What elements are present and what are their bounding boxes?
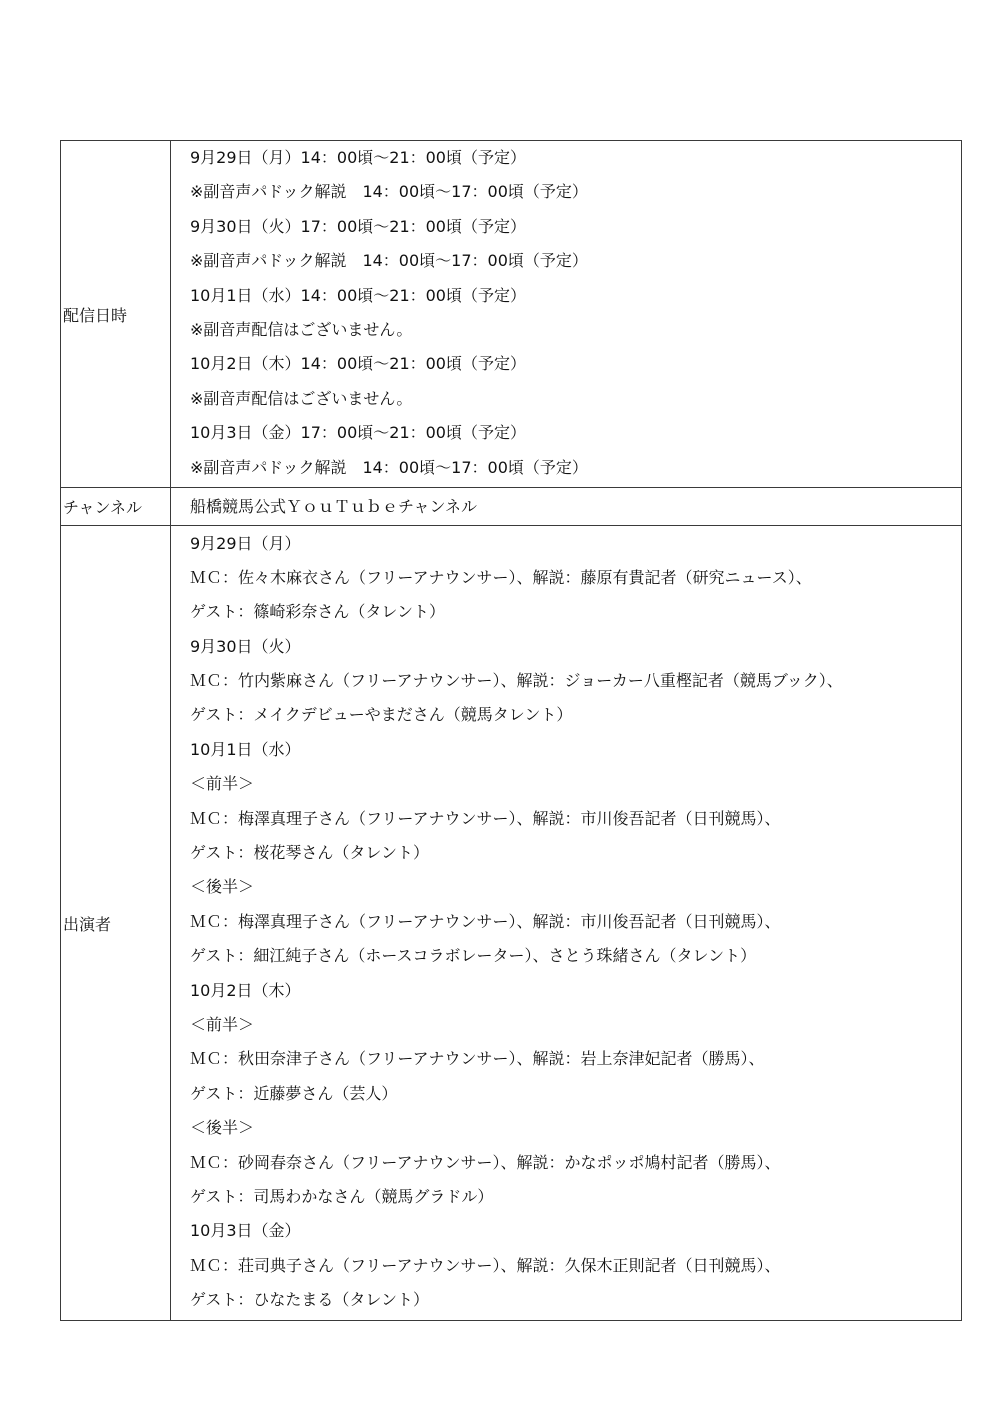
schedule-line: ※副音声配信はございません。 (190, 388, 413, 408)
cast-line: 10月1日（水） (190, 739, 301, 759)
cast-line: ゲスト：篠崎彩奈さん（タレント） (190, 602, 445, 622)
schedule-lines (190, 141, 961, 487)
schedule-line: ※副音声パドック解説 14：00頃～17：00頃（予定） (190, 251, 588, 271)
cast-line: ＜後半＞ (190, 1118, 255, 1138)
cast-line: ＭＣ：砂岡春奈さん（フリーアナウンサー）、解説：かなポッポ鳩村記者（勝馬）、 (190, 1152, 781, 1172)
cast-line: ゲスト：メイクデビューやまださん（競馬タレント） (190, 705, 573, 725)
info-table (60, 140, 962, 1321)
cast-line: ＜前半＞ (190, 1014, 255, 1034)
cast-line: 10月3日（金） (190, 1221, 301, 1241)
cast-line: ＜後半＞ (190, 877, 255, 897)
cast-line: ＭＣ：梅澤真理子さん（フリーアナウンサー）、解説：市川俊吾記者（日刊競馬）、 (190, 911, 781, 931)
cast-line: ゲスト：桜花琴さん（タレント） (190, 843, 429, 863)
schedule-line: 10月2日（木）14：00頃～21：00頃（予定） (190, 354, 526, 374)
schedule-value (171, 141, 962, 488)
schedule-line: 9月29日（月）14：00頃～21：00頃（予定） (190, 148, 526, 168)
cast-line: 9月30日（火） (190, 636, 301, 656)
channel-label: チャンネル (61, 488, 171, 526)
cast-value (171, 526, 962, 1321)
cast-line: ゲスト：ひなたまる（タレント） (190, 1290, 429, 1310)
cast-line: ＭＣ：梅澤真理子さん（フリーアナウンサー）、解説：市川俊吾記者（日刊競馬）、 (190, 808, 781, 828)
schedule-line: 10月1日（水）14：00頃～21：00頃（予定） (190, 285, 526, 305)
cast-line: ＭＣ：佐々木麻衣さん（フリーアナウンサー）、解説：藤原有貴記者（研究ニュース）、 (190, 567, 812, 587)
cast-line: 9月29日（月） (190, 533, 301, 553)
cast-row (61, 526, 962, 1321)
cast-line: ＭＣ：荘司典子さん（フリーアナウンサー）、解説：久保木正則記者（日刊競馬）、 (190, 1255, 781, 1275)
channel-value (171, 488, 962, 526)
cast-line: ゲスト：細江純子さん（ホースコラボレーター）、さとう珠緒さん（タレント） (190, 946, 757, 966)
schedule-line: 9月30日（火）17：00頃～21：00頃（予定） (190, 216, 526, 236)
cast-line: ゲスト：司馬わかなさん（競馬グラドル） (190, 1186, 494, 1206)
cast-label: 出演者 (61, 526, 171, 1321)
channel-row (61, 488, 962, 526)
cast-lines (190, 527, 961, 1320)
cast-line: ＜前半＞ (190, 774, 255, 794)
channel-name: 船橋競馬公式ＹｏｕＴｕｂｅチャンネル (190, 497, 478, 516)
cast-line: ゲスト：近藤夢さん（芸人） (190, 1083, 398, 1103)
schedule-line: ※副音声配信はございません。 (190, 320, 413, 339)
schedule-line: 10月3日（金）17：00頃～21：00頃（予定） (190, 423, 526, 443)
cast-line: ＭＣ：竹内紫麻さん（フリーアナウンサー）、解説：ジョーカー八重樫記者（競馬ブック）、 (190, 671, 843, 691)
schedule-line: ※副音声パドック解説 14：00頃～17：00頃（予定） (190, 182, 588, 202)
schedule-label: 配信日時 (61, 141, 171, 488)
schedule-line: ※副音声パドック解説 14：00頃～17：00頃（予定） (190, 457, 588, 477)
cast-line: 10月2日（木） (190, 980, 301, 1000)
schedule-row (61, 141, 962, 488)
cast-line: ＭＣ：秋田奈津子さん（フリーアナウンサー）、解説：岩上奈津妃記者（勝馬）、 (190, 1049, 765, 1069)
